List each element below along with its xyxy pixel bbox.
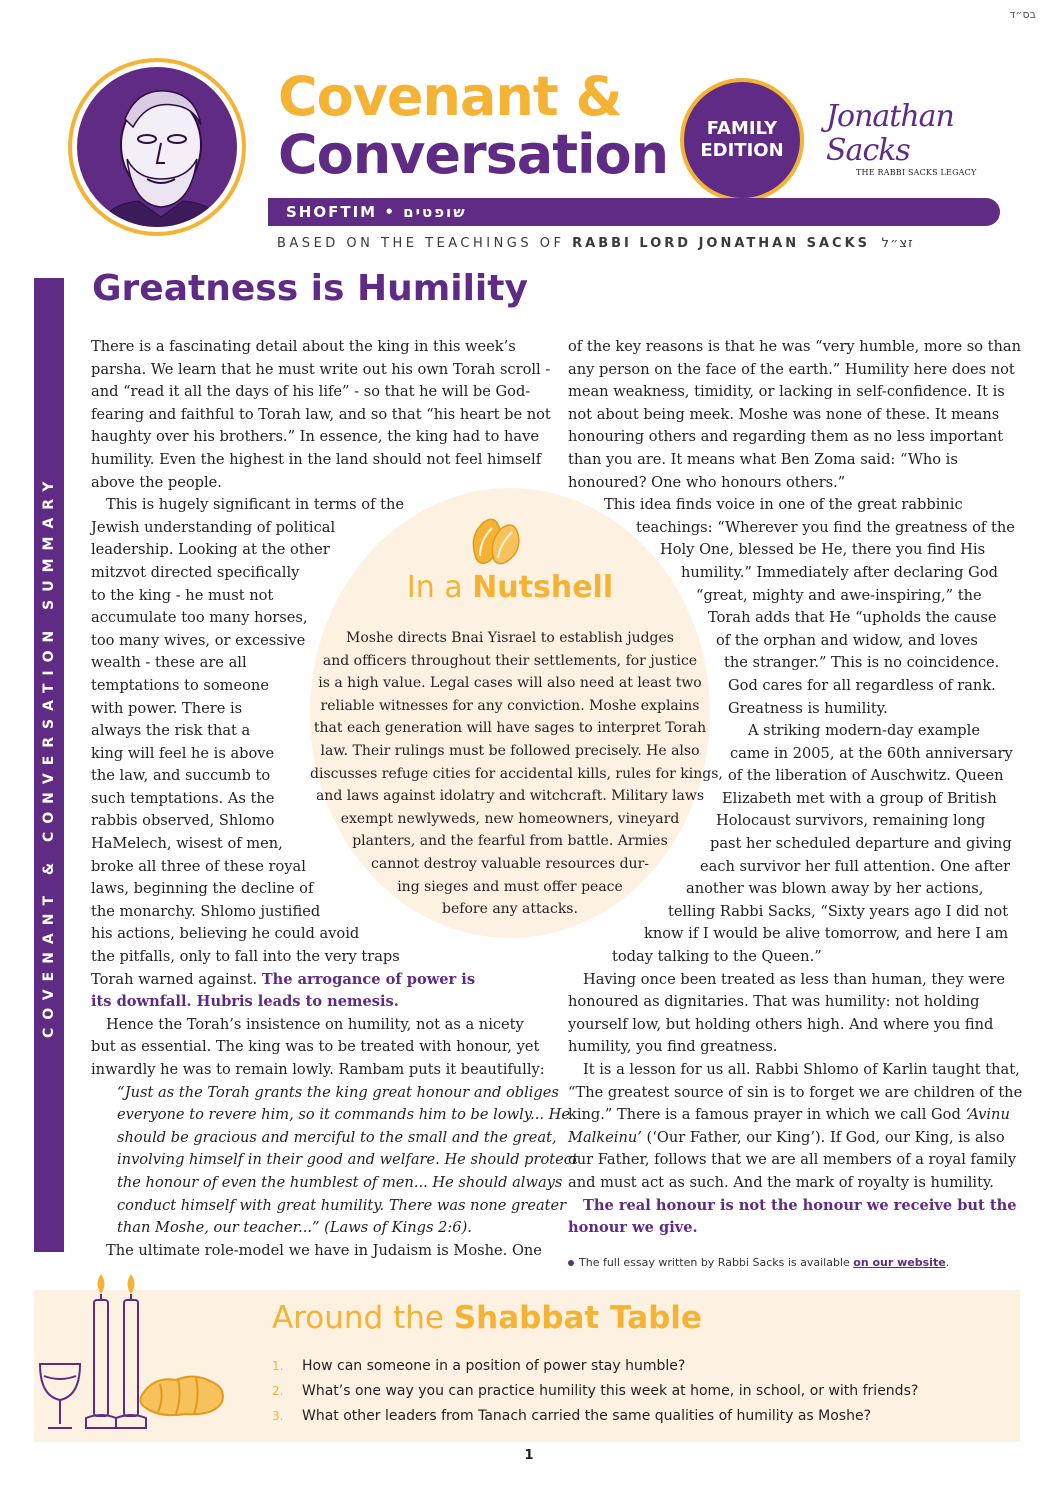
based-on-author: RABBI LORD JONATHAN SACKS: [572, 236, 871, 251]
nutshell-line: discusses refuge cities for accidental kills, rules for kings,: [310, 765, 723, 782]
text-line: and must act as such. And the mark of royalty is humility.: [568, 1173, 994, 1191]
question-text: What’s one way you can practice humility this week at home, in school, or with friends?: [302, 1383, 919, 1399]
text-line: each survivor her full attention. One after: [700, 857, 1011, 875]
text-line: leadership. Looking at the other: [91, 541, 330, 559]
text-line: temptations to someone: [91, 676, 269, 694]
text-line: the monarchy. Shlomo justified: [91, 902, 321, 920]
text-line: today talking to the Queen.”: [612, 948, 822, 966]
essay-footnote: [568, 1256, 949, 1269]
text-line: [91, 969, 531, 992]
quote-line: “Just as the Torah grants the king great honour and obliges: [117, 1083, 559, 1101]
text-line: with power. There is: [91, 699, 243, 717]
text-line: Hence the Torah’s insistence on humility, not as a nicety: [106, 1015, 524, 1033]
text-line: know if I would be alive tomorrow, and here I am: [644, 925, 1009, 943]
nutshell-line: ing sieges and must offer peace: [397, 878, 623, 895]
text-line: “The greatest source of sin is to forget we are children of the: [568, 1083, 1023, 1101]
nutshell-line: planters, and the fearful from battle. Armies: [352, 833, 668, 850]
text-line: of the key reasons is that he was “very humble, more so than: [568, 338, 1022, 355]
text-line: mitzvot directed specifically: [91, 563, 300, 581]
text-line: Jewish understanding of political: [91, 518, 336, 536]
text-line: his actions, believing he could avoid: [91, 925, 360, 943]
text-line: came in 2005, at the 60th anniversary: [730, 744, 1013, 762]
nutshell-line: law. Their rulings must be followed precisely. He also: [320, 742, 700, 759]
quote-span: ‘Avinu: [965, 1106, 1010, 1124]
text-line: humility, you find greatness.: [568, 1038, 778, 1056]
publication-title: [278, 65, 669, 186]
family-edition-badge: [680, 78, 804, 202]
quote-line: conduct himself with great humility. There was none greater: [117, 1196, 567, 1214]
text-line: Greatness is humility.: [728, 699, 888, 717]
page-number: 1: [524, 1448, 534, 1463]
parsha-name: SHOFTIM • שופטים: [286, 203, 467, 221]
question-text: How can someone in a position of power stay humble?: [302, 1358, 686, 1374]
text-line: wealth - these are all: [91, 654, 247, 672]
list-item: [272, 1379, 918, 1404]
text-line: honouring others and regarding them as no less important: [568, 428, 1004, 446]
text-line: rabbis observed, Shlomo: [91, 812, 275, 830]
text-line: above the people.: [91, 473, 222, 491]
text-line: to the king - he must not: [91, 586, 274, 604]
logo-subtitle: THE RABBI SACKS LEGACY: [856, 168, 977, 177]
text-line: past her scheduled departure and giving: [710, 835, 1012, 853]
text-line: of the orphan and widow, and loves: [716, 631, 978, 649]
bullet-dot-icon: [568, 1260, 574, 1266]
shabbat-title-bold: Shabbat Table: [453, 1300, 702, 1336]
text-line: Holocaust survivors, remaining long: [716, 812, 986, 830]
quote-line: everyone to revere him, so it commands him to be lowly... He: [117, 1106, 570, 1124]
text-line: This is hugely significant in terms of the: [106, 496, 405, 514]
website-link[interactable]: on our website: [853, 1256, 946, 1269]
text-line: the pitfalls, only to fall into the very traps: [91, 948, 400, 966]
text-line: laws, beginning the decline of: [91, 880, 314, 898]
side-bar-label: COVENANT & CONVERSATION SUMMARY: [41, 473, 57, 1038]
emphasis-text: The arrogance of power is: [261, 970, 476, 988]
text-line: parsha. We learn that he must write out his own Torah scroll -: [91, 360, 551, 378]
text-line: king will feel he is above: [91, 744, 275, 762]
text-line: not about being meek. Moshe was none of these. It means: [568, 405, 1000, 423]
article-headline: [92, 268, 528, 309]
question-number: 1.: [272, 1359, 284, 1373]
emphasis-text: The real honour is not the honour we receive but the: [583, 1196, 1017, 1214]
list-item: [272, 1354, 918, 1379]
nutshell-title: [310, 570, 710, 605]
text-line: There is a fascinating detail about the king in this week’s: [91, 338, 516, 355]
shabbat-title-light: Around the: [272, 1300, 444, 1336]
text-line: such temptations. As the: [91, 789, 275, 807]
text-line: humility. Even the highest in the land should not feel himself: [91, 450, 542, 468]
question-text: What other leaders from Tanach carried the same qualities of humility as Moshe?: [302, 1408, 872, 1424]
text-line: “great, mighty and awe-inspiring,” the: [696, 586, 982, 604]
nutshell-line: that each generation will have sages to interpret Torah: [313, 720, 707, 737]
quote-line: involving himself in their good and welfare. He should protect: [117, 1151, 578, 1169]
text-line: A striking modern-day example: [748, 722, 980, 740]
list-item: [272, 1404, 918, 1429]
text-line: yourself low, but holding others high. And where you find: [568, 1015, 994, 1033]
nutshell-line: cannot destroy valuable resources dur-: [371, 855, 649, 872]
question-number: 2.: [272, 1384, 284, 1398]
quote-line: the honour of even the humblest of men... He should always: [117, 1173, 563, 1191]
text-line: This idea finds voice in one of the great rabbinic: [604, 496, 963, 514]
text-span: Torah warned against.: [91, 970, 258, 988]
nutshell-line: and officers throughout their settlements, for justice: [322, 652, 698, 669]
text-line: another was blown away by her actions,: [686, 880, 984, 898]
text-line: too many wives, or excessive: [91, 631, 306, 649]
text-line: the stranger.” This is no coincidence.: [724, 654, 1000, 672]
title-line-1: Covenant &: [278, 65, 622, 128]
nutshell-line: exempt newlyweds, new homeowners, vineyard: [340, 810, 680, 827]
emphasis-text: its downfall. Hubris leads to nemesis.: [91, 993, 399, 1011]
rabbi-sacks-legacy-logo: [826, 100, 986, 177]
text-line: than you are. It means what Ben Zoma said: “Who is: [568, 450, 958, 468]
nutshell-line: is a high value. Legal cases will also need at least two: [318, 675, 702, 692]
nutshell-line: Moshe directs Bnai Yisrael to establish judges: [346, 630, 674, 646]
text-span: king.” There is a famous prayer in which we call God: [568, 1106, 961, 1124]
text-line: of the liberation of Auschwitz. Queen: [728, 767, 1004, 785]
edition-line-1: FAMILY: [706, 118, 778, 139]
text-line: Having once been treated as less than human, they were: [583, 970, 1005, 988]
portrait-illustration: [77, 67, 237, 227]
shabbat-table-title: [272, 1300, 702, 1336]
footnote-text: The full essay written by Rabbi Sacks is available: [579, 1256, 850, 1269]
based-on-honorific: זצ״ל: [881, 236, 914, 251]
text-line: HaMelech, wisest of men,: [91, 835, 283, 853]
headline-light: Greatness is: [92, 268, 345, 309]
text-line: Holy One, blessed be He, there you find His: [660, 541, 986, 559]
text-line: inwardly he was to remain lowly. Rambam puts it beautifully:: [91, 1061, 545, 1078]
text-line: [568, 1104, 1010, 1127]
text-line: humility.” Immediately after declaring God: [681, 563, 998, 581]
nutshell-line: reliable witnesses for any conviction. Moshe explains: [320, 697, 700, 714]
footnote-end: .: [945, 1256, 950, 1269]
discussion-questions: [272, 1354, 918, 1429]
text-line: It is a lesson for us all. Rabbi Shlomo of Karlin taught that,: [583, 1061, 1020, 1078]
nutshell-line: and laws against idolatry and witchcraft. Military laws: [315, 788, 705, 805]
text-line: [568, 1127, 1005, 1150]
text-line: teachings: “Wherever you find the greatness of the: [636, 518, 1015, 536]
logo-signature: Jonathan Sacks: [826, 99, 954, 168]
text-line: telling Rabbi Sacks, “Sixty years ago I did not: [668, 902, 1009, 920]
text-line: but as essential. The king was to be treated with honour, yet: [91, 1038, 540, 1056]
question-number: 3.: [272, 1409, 284, 1423]
text-line: and “read it all the days of his life” - so that he will be God-: [91, 383, 531, 401]
quote-line: should be gracious and merciful to the small and the great,: [117, 1128, 557, 1146]
almond-icon: [466, 516, 524, 566]
headline-bold: Humility: [356, 268, 528, 309]
text-line: Torah adds that He “upholds the cause: [708, 609, 997, 627]
author-portrait: [68, 58, 246, 236]
based-on-prefix: BASED ON THE TEACHINGS OF: [277, 236, 565, 251]
nutshell-title-bold: Nutshell: [472, 570, 614, 605]
text-line: haughty over his brothers.” In essence, the king had to have: [91, 428, 539, 446]
shabbat-candles-icon: [36, 1272, 226, 1440]
text-line: honoured as dignitaries. That was humility: not holding: [568, 993, 980, 1011]
text-span: (‘Our Father, our King’). If God, our King, is also: [646, 1128, 1005, 1146]
nutshell-line: before any attacks.: [442, 901, 578, 918]
edition-line-2: EDITION: [700, 140, 784, 161]
quote-line: than Moshe, our teacher...” (Laws of Kings 2:6).: [117, 1219, 472, 1237]
text-line: Elizabeth met with a group of British: [722, 789, 997, 807]
nutshell-summary: [310, 627, 723, 921]
text-line: accumulate too many horses,: [91, 609, 308, 627]
text-line: honoured? One who honours others.”: [568, 473, 846, 491]
text-line: our Father, follows that we are all members of a royal family: [568, 1151, 1017, 1169]
text-line: always the risk that a: [91, 722, 251, 740]
text-line: The ultimate role-model we have in Judaism is Moshe. One: [106, 1241, 542, 1259]
parsha-bar: [268, 198, 1000, 226]
text-line: God cares for all regardless of rank.: [728, 676, 996, 694]
based-on-line: [277, 236, 914, 251]
text-line: fearing and faithful to Torah law, and so that “his heart be not: [91, 405, 551, 423]
emphasis-text: honour we give.: [568, 1219, 698, 1237]
nutshell-title-light: In a: [406, 570, 463, 605]
text-line: the law, and succumb to: [91, 767, 271, 785]
text-line: any person on the face of the earth.” Humility here does not: [568, 360, 1015, 378]
text-line: mean weakness, timidity, or lacking in self-confidence. It is: [568, 383, 1005, 401]
text-line: broke all three of these royal: [91, 857, 306, 875]
bsd-mark: בס״ד: [1009, 8, 1036, 21]
quote-span: Malkeinu’: [568, 1128, 642, 1146]
title-line-2: Conversation: [278, 123, 669, 186]
